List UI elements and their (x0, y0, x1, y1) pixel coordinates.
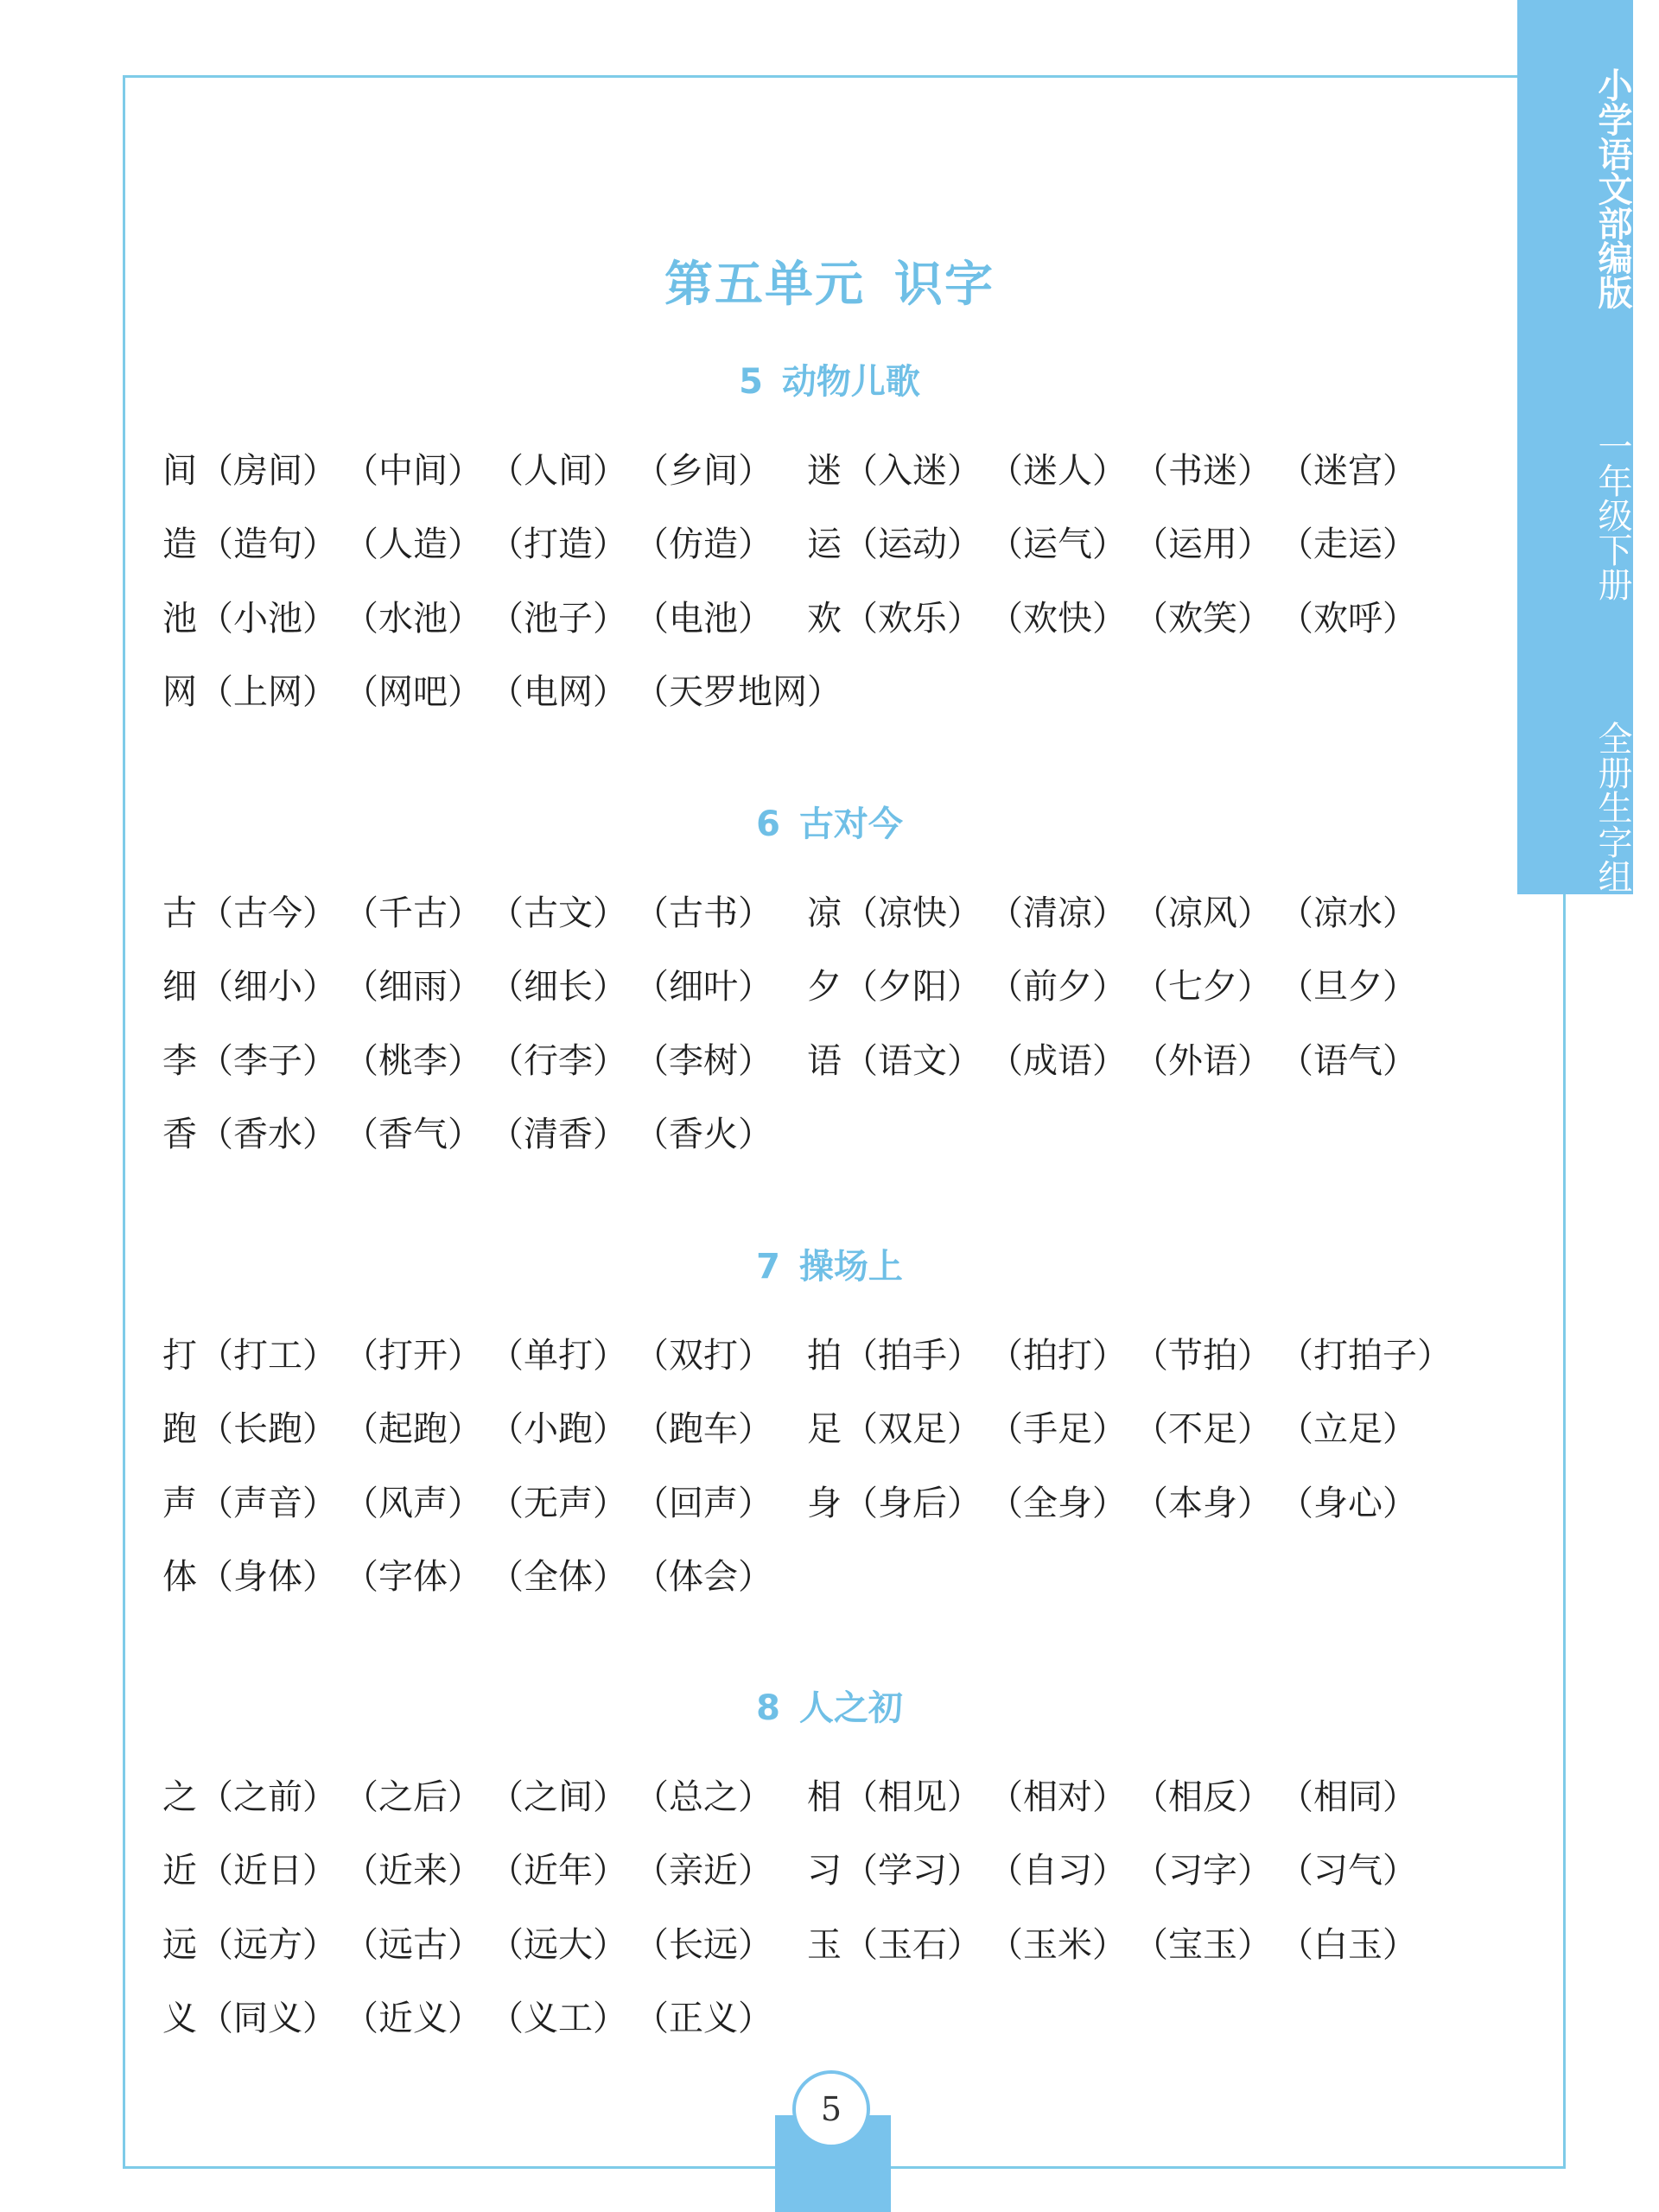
head-character: 池 (162, 598, 197, 639)
head-character: 习 (807, 1851, 842, 1891)
head-character: 近 (162, 1851, 197, 1891)
lesson-name: 动物儿歌 (781, 362, 920, 402)
word-group: （细长） (489, 967, 627, 1007)
word-group: （李树） (634, 1040, 772, 1081)
word-group: （清凉） (988, 893, 1127, 933)
word-group: （运用） (1134, 524, 1272, 565)
lesson-title (0, 1681, 1659, 1730)
word-group: （旦夕） (1279, 967, 1417, 1007)
head-character: 香 (162, 1114, 197, 1154)
word-group: （池子） (489, 598, 627, 639)
word-group: （远古） (344, 1924, 482, 1965)
word-group: （细叶） (634, 967, 772, 1007)
word-group: （同义） (199, 1998, 337, 2038)
word-group: （清香） (489, 1114, 627, 1154)
word-group: （乡间） (634, 451, 772, 491)
word-group: （迷人） (988, 451, 1127, 491)
word-group: （语文） (843, 1040, 982, 1081)
head-character: 网 (162, 671, 197, 712)
word-group: （欢快） (988, 598, 1127, 639)
head-character: 跑 (162, 1409, 197, 1450)
lesson-name: 操场上 (798, 1247, 903, 1287)
head-character: 凉 (807, 893, 842, 933)
word-group: （天罗地网） (634, 671, 842, 712)
word-group: （欢呼） (1279, 598, 1417, 639)
word-group: （入迷） (843, 451, 982, 491)
word-row (0, 961, 1659, 1013)
word-group: （小跑） (489, 1409, 627, 1450)
word-group: （千古） (344, 893, 482, 933)
head-character: 之 (162, 1777, 197, 1817)
word-group: （迷宫） (1279, 451, 1417, 491)
head-character: 义 (162, 1998, 197, 2038)
word-row (0, 1845, 1659, 1897)
head-character: 造 (162, 524, 197, 565)
head-character: 夕 (807, 967, 842, 1007)
word-group: （义工） (489, 1998, 627, 2038)
word-group: （相见） (843, 1777, 982, 1817)
lesson-number: 5 (739, 362, 763, 402)
word-group: （手足） (988, 1409, 1127, 1450)
word-group: （全体） (489, 1556, 627, 1597)
word-group: （相同） (1279, 1777, 1417, 1817)
page-number: 5 (792, 2070, 870, 2148)
word-group: （拍手） (843, 1336, 982, 1376)
word-group: （正义） (634, 1998, 772, 2038)
word-group: （运动） (843, 524, 982, 565)
word-group: （中间） (344, 451, 482, 491)
word-group: （走运） (1279, 524, 1417, 565)
word-group: （回声） (634, 1483, 772, 1523)
word-row (0, 1330, 1659, 1382)
word-row (0, 887, 1659, 939)
word-group: （打拍子） (1279, 1336, 1452, 1376)
word-group: （宝玉） (1134, 1924, 1272, 1965)
word-group: （桃李） (344, 1040, 482, 1081)
head-character: 欢 (807, 598, 842, 639)
word-group: （人造） (344, 524, 482, 565)
word-group: （相对） (988, 1777, 1127, 1817)
word-group: （不足） (1134, 1409, 1272, 1450)
lesson-name: 人之初 (798, 1688, 903, 1728)
head-character: 打 (162, 1336, 197, 1376)
word-group: （古书） (634, 893, 772, 933)
head-character: 语 (807, 1040, 842, 1081)
word-group: （细小） (199, 967, 337, 1007)
word-row (0, 593, 1659, 645)
word-group: （运气） (988, 524, 1127, 565)
side-series-title: 小学语文部编版 (1592, 67, 1632, 309)
word-group: （打开） (344, 1336, 482, 1376)
head-character: 声 (162, 1483, 197, 1523)
word-group: （网吧） (344, 671, 482, 712)
lesson-title (0, 797, 1659, 846)
word-group: （仿造） (634, 524, 772, 565)
word-group: （之间） (489, 1777, 627, 1817)
word-group: （房间） (199, 451, 337, 491)
head-character: 李 (162, 1040, 197, 1081)
word-group: （本身） (1134, 1483, 1272, 1523)
word-group: （人间） (489, 451, 627, 491)
word-group: （体会） (634, 1556, 772, 1597)
word-row (0, 1109, 1659, 1160)
word-group: （远方） (199, 1924, 337, 1965)
word-group: （节拍） (1134, 1336, 1272, 1376)
word-group: （学习） (843, 1851, 982, 1891)
head-character: 身 (807, 1483, 842, 1523)
word-group: （习气） (1279, 1851, 1417, 1891)
word-group: （全身） (988, 1483, 1127, 1523)
word-group: （香气） (344, 1114, 482, 1154)
unit-title-number: 第五单元 (664, 257, 865, 313)
word-row (0, 1478, 1659, 1529)
head-character: 远 (162, 1924, 197, 1965)
word-group: （相反） (1134, 1777, 1272, 1817)
word-group: （电网） (489, 671, 627, 712)
word-group: （语气） (1279, 1040, 1417, 1081)
unit-title-topic: 识字 (894, 257, 995, 313)
word-group: （习字） (1134, 1851, 1272, 1891)
head-character: 迷 (807, 451, 842, 491)
word-group: （无声） (489, 1483, 627, 1523)
head-character: 拍 (807, 1336, 842, 1376)
word-group: （跑车） (634, 1409, 772, 1450)
word-group: （风声） (344, 1483, 482, 1523)
word-group: （小池） (199, 598, 337, 639)
word-group: （长远） (634, 1924, 772, 1965)
word-group: （近来） (344, 1851, 482, 1891)
word-group: （起跑） (344, 1409, 482, 1450)
word-row (0, 1551, 1659, 1603)
word-group: （声音） (199, 1483, 337, 1523)
word-group: （身心） (1279, 1483, 1417, 1523)
word-group: （之后） (344, 1777, 482, 1817)
word-group: （远大） (489, 1924, 627, 1965)
word-group: （近日） (199, 1851, 337, 1891)
word-group: （凉风） (1134, 893, 1272, 933)
word-row (0, 1993, 1659, 2044)
word-group: （长跑） (199, 1409, 337, 1450)
word-group: （自习） (988, 1851, 1127, 1891)
head-character: 古 (162, 893, 197, 933)
word-group: （玉米） (988, 1924, 1127, 1965)
side-subtitle: 全册生字组词 (1592, 721, 1632, 928)
lesson-title (0, 354, 1659, 404)
word-row (0, 445, 1659, 497)
word-row (0, 666, 1659, 718)
word-group: （欢笑） (1134, 598, 1272, 639)
word-group: （古文） (489, 893, 627, 933)
word-group: （夕阳） (843, 967, 982, 1007)
lesson-number: 7 (756, 1247, 780, 1287)
lesson-title (0, 1239, 1659, 1288)
head-character: 足 (807, 1409, 842, 1450)
lesson-number: 6 (756, 804, 780, 844)
word-group: （香水） (199, 1114, 337, 1154)
word-group: （身体） (199, 1556, 337, 1597)
head-character: 运 (807, 524, 842, 565)
word-group: （外语） (1134, 1040, 1272, 1081)
word-group: （双打） (634, 1336, 772, 1376)
word-group: （亲近） (634, 1851, 772, 1891)
word-group: （香火） (634, 1114, 772, 1154)
word-row (0, 1403, 1659, 1455)
word-group: （总之） (634, 1777, 772, 1817)
word-group: （单打） (489, 1336, 627, 1376)
word-group: （细雨） (344, 967, 482, 1007)
head-character: 细 (162, 967, 197, 1007)
word-group: （七夕） (1134, 967, 1272, 1007)
word-row (0, 1771, 1659, 1823)
word-group: （上网） (199, 671, 337, 712)
lesson-number: 8 (756, 1688, 780, 1728)
word-group: （书迷） (1134, 451, 1272, 491)
unit-title (0, 246, 1659, 315)
word-group: （水池） (344, 598, 482, 639)
word-group: （欢乐） (843, 598, 982, 639)
head-character: 间 (162, 451, 197, 491)
word-group: （前夕） (988, 967, 1127, 1007)
word-group: （凉水） (1279, 893, 1417, 933)
word-group: （造句） (199, 524, 337, 565)
word-group: （身后） (843, 1483, 982, 1523)
word-row (0, 518, 1659, 570)
word-group: （拍打） (988, 1336, 1127, 1376)
head-character: 体 (162, 1556, 197, 1597)
word-group: （打造） (489, 524, 627, 565)
side-grade: 一年级下册 (1592, 429, 1632, 601)
head-character: 相 (807, 1777, 842, 1817)
word-group: （双足） (843, 1409, 982, 1450)
word-group: （立足） (1279, 1409, 1417, 1450)
word-group: （字体） (344, 1556, 482, 1597)
word-group: （近义） (344, 1998, 482, 2038)
word-row (0, 1919, 1659, 1971)
word-group: （凉快） (843, 893, 982, 933)
word-group: （之前） (199, 1777, 337, 1817)
word-group: （古今） (199, 893, 337, 933)
word-group: （近年） (489, 1851, 627, 1891)
word-group: （李子） (199, 1040, 337, 1081)
word-group: （成语） (988, 1040, 1127, 1081)
head-character: 玉 (807, 1924, 842, 1965)
lesson-name: 古对今 (798, 804, 903, 844)
word-group: （电池） (634, 598, 772, 639)
word-group: （玉石） (843, 1924, 982, 1965)
word-row (0, 1035, 1659, 1087)
word-group: （打工） (199, 1336, 337, 1376)
word-group: （行李） (489, 1040, 627, 1081)
word-group: （白玉） (1279, 1924, 1417, 1965)
